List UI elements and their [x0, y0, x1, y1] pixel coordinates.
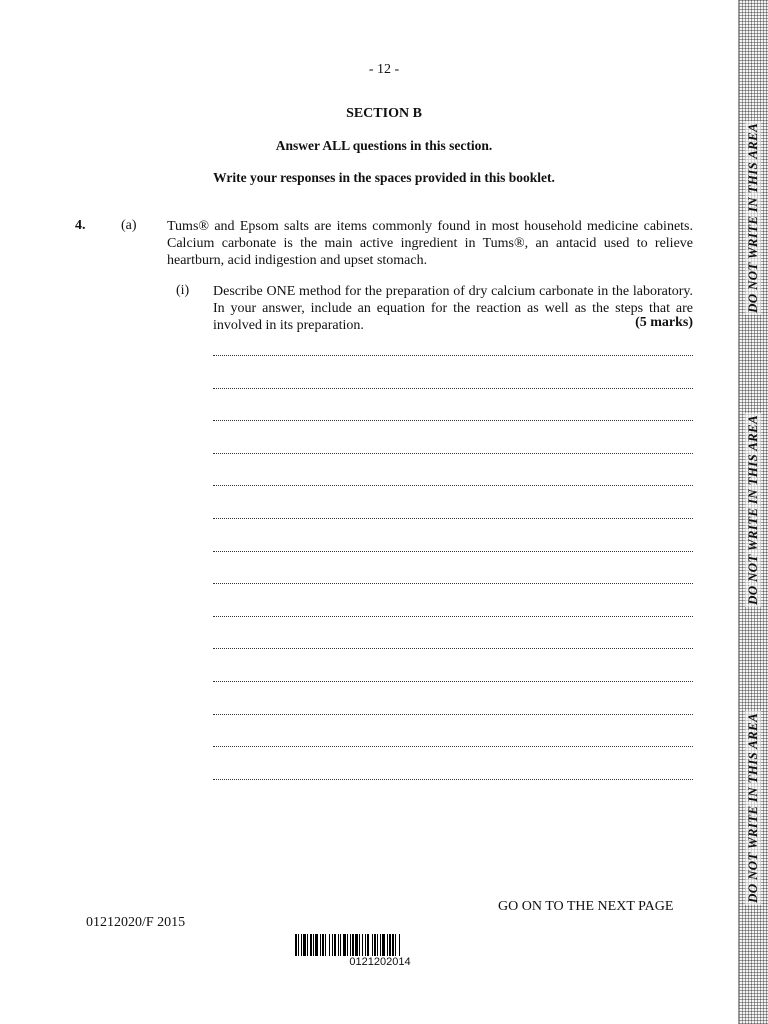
instruction-answer-all: Answer ALL questions in this section. [275, 138, 493, 153]
barcode [295, 934, 465, 956]
answer-line[interactable] [213, 550, 693, 552]
answer-line[interactable] [213, 387, 693, 389]
answer-line[interactable] [213, 582, 693, 584]
answer-line[interactable] [213, 615, 693, 617]
question-intro-text: Tums® and Epsom salts are items commonly found in most household medicine cabinets. Calcium carbonate is the main active ingredient in Tums®, an antacid used to relieve heartburn, acid indigestion and upset stomach. [167, 219, 693, 268]
page-number: - 12 - [368, 62, 400, 77]
answer-line[interactable] [213, 452, 693, 454]
subpart-label: (i) [176, 283, 190, 298]
answer-line[interactable] [213, 713, 693, 715]
answer-line[interactable] [213, 745, 693, 747]
answer-line[interactable] [213, 680, 693, 682]
answer-line[interactable] [213, 778, 693, 780]
instruction-write-responses: Write your responses in the spaces provided in this booklet. [213, 170, 555, 185]
section-title: SECTION B [346, 106, 422, 121]
marks-allocation: (5 marks) [635, 315, 693, 330]
answer-line[interactable] [213, 484, 693, 486]
barcode-bar [400, 934, 402, 956]
question-part-label: (a) [121, 218, 137, 233]
answer-line[interactable] [213, 517, 693, 519]
answer-line[interactable] [213, 647, 693, 649]
answer-line[interactable] [213, 419, 693, 421]
answer-line[interactable] [213, 354, 693, 356]
barcode-number: 0121202014 [349, 956, 411, 968]
paper-code: 01212020/F 2015 [86, 915, 186, 930]
go-on-next-page: GO ON TO THE NEXT PAGE [498, 899, 674, 914]
subpart-text: Describe ONE method for the preparation of dry calcium carbonate in the laboratory. In your answer, include an equation for the reaction as well as the steps that are involved in its preparation. [213, 284, 693, 333]
question-number: 4. [75, 218, 86, 233]
